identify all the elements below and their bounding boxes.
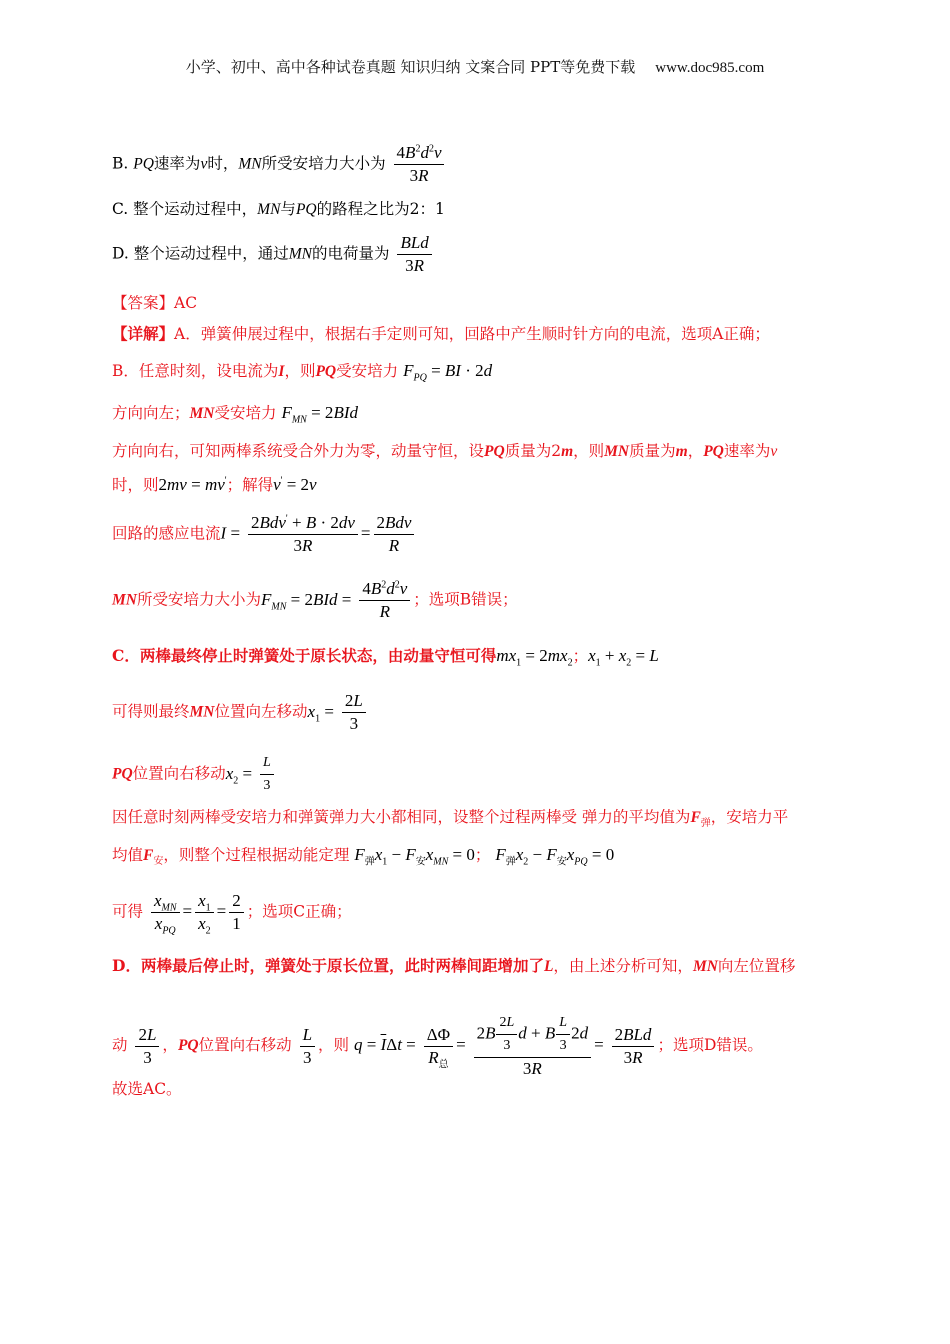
formula-v-prime: v' = 2v	[273, 475, 317, 494]
detail-c6: 可得 $\frac{x_{MN}}{x_{PQ}}$ = $\frac{x_1}{x_2}$ = $\frac{2}{1}$ ；选项C正确；	[112, 891, 352, 937]
option-d: D. 整个运动过程中，通过MN的电荷量为 $\frac{\text{BLd}}{3R}$	[112, 232, 862, 277]
formula-x1: $\frac{2L}{3}$	[342, 690, 366, 735]
detail-c1: C．两棒最终停止时弹簧处于原长状态，由动量守恒可得$mx_1 = 2mx_2$；$x_1 + x_2 = L$	[112, 646, 659, 669]
page-header	[0, 56, 950, 77]
formula-f-mn: $F_{MN} = 2BId$	[281, 403, 358, 426]
detail-b5: 回路的感应电流I = $\frac{2Bdv' + B \cdot 2dv}{3R}$ = $\frac{\text{2Bdv}}{R}$	[112, 512, 862, 557]
detail-d2: 动 $\frac{2L}{3}$ ，PQ位置向右移动 $\frac{L}{3}$ ，则 $q = \overline{I}\Delta t$ = $\frac{\Delta\Phi}{R_总}$ = 2B $\frac{2L}{3}$ d + B $\frac{L}{3}$ 2d 3R = $\frac{\text{2BLd}}{3R}$ ；选项D错误。	[112, 1012, 862, 1080]
detail-b3: 方向向右，可知两棒系统受合外力为零，动量守恒，设PQ质量为2m，则MN质量为m，PQ速率为v	[112, 442, 778, 460]
header-text: 小学、初中、高中各种试卷真题 知识归纳 文案合同 PPT等免费下载	[185, 58, 636, 76]
formula-momentum: 2mv = mv'	[158, 475, 227, 494]
formula-option-b: $\frac{4B^2d^2v}{3R}$	[394, 142, 445, 187]
option-c: C. 整个运动过程中，MN与PQ的路程之比为2：1	[112, 200, 445, 218]
detail-d1: D．两棒最后停止时，弹簧处于原长位置，此时两棒间距增加了L，由上述分析可知，MN向左位置移	[112, 956, 796, 975]
option-b: B. PQ速率为v时，MN所受安培力大小为 $\frac{4B^2d^2v}{3R}$	[112, 142, 862, 187]
formula-d-charge: 2B $\frac{2L}{3}$ d + B $\frac{L}{3}$ 2d 3R	[474, 1012, 591, 1080]
detail-c2: 可得则最终MN位置向左移动$x_1$ = $\frac{2L}{3}$	[112, 690, 862, 735]
detail-c4: 因任意时刻两棒受安培力和弹簧弹力大小都相同，设整个过程两棒受 弹力的平均值为$F_弹$，安培力平	[112, 808, 789, 830]
answer-label: 【答案】	[112, 294, 175, 312]
detail-b4: 时，则2mv = mv'；解得v' = 2v	[112, 475, 317, 494]
formula-x2: $\frac{L}{3}$	[260, 752, 274, 797]
formula-c-momentum: $mx_1 = 2mx_2$	[496, 646, 573, 669]
formula-d-2l3: $\frac{2L}{3}$	[135, 1024, 159, 1069]
detail-a: 【详解】A．弹簧伸展过程中，根据右手定则可知，回路中产生顺时针方向的电流，选项A正确；	[112, 324, 770, 343]
formula-option-d: $\frac{\text{BLd}}{3R}$	[397, 232, 431, 277]
formula-f-mn-final: $\frac{4B^2d^2v}{R}$	[359, 578, 410, 623]
formula-current: $\frac{2Bdv' + B \cdot 2dv}{3R}$	[248, 512, 358, 557]
answer-line	[112, 292, 862, 314]
header-url: www.doc985.com	[655, 60, 765, 76]
detail-b2: 方向向左；MN受安培力 $F_{MN} = 2BId$	[112, 403, 358, 426]
formula-f-pq: $F_{PQ}$ = BI · 2d	[403, 361, 493, 384]
detail-b6: MN所受安培力大小为$F_{MN} = 2BId$ = $\frac{4B^2d^2v}{R}$ ；选项B错误；	[112, 579, 518, 621]
formula-d-flux: $\frac{\Delta\Phi}{R_总}$	[424, 1024, 453, 1069]
formula-c-sum: $x_1 + x_2 = L$	[588, 646, 659, 669]
detail-c5: 均值$F_安$，则整个过程根据动能定理 $F_弹x_1 - F_安x_{MN} = 0$； $F_弹x_2 - F_安x_{PQ} = 0$	[112, 845, 615, 868]
answer-value: AC	[174, 294, 198, 312]
formula-d-l3: $\frac{L}{3}$	[300, 1024, 315, 1069]
detail-b1: B．任意时刻，设电流为I，则PQ受安培力 $F_{PQ}$ = BI · 2d	[112, 361, 493, 384]
detail-c3: PQ位置向右移动$x_2$ = $\frac{L}{3}$	[112, 752, 862, 797]
formula-ratio: $\frac{x_{MN}}{x_{PQ}}$	[151, 890, 180, 935]
detail-final: 故选AC。	[112, 1080, 182, 1098]
formula-energy-mn: $F_弹x_1 - F_安x_{MN} = 0$	[354, 845, 475, 868]
formula-energy-pq: $F_弹x_2 - F_安x_{PQ} = 0$	[495, 845, 615, 868]
detail-label: 【详解】	[112, 324, 175, 343]
